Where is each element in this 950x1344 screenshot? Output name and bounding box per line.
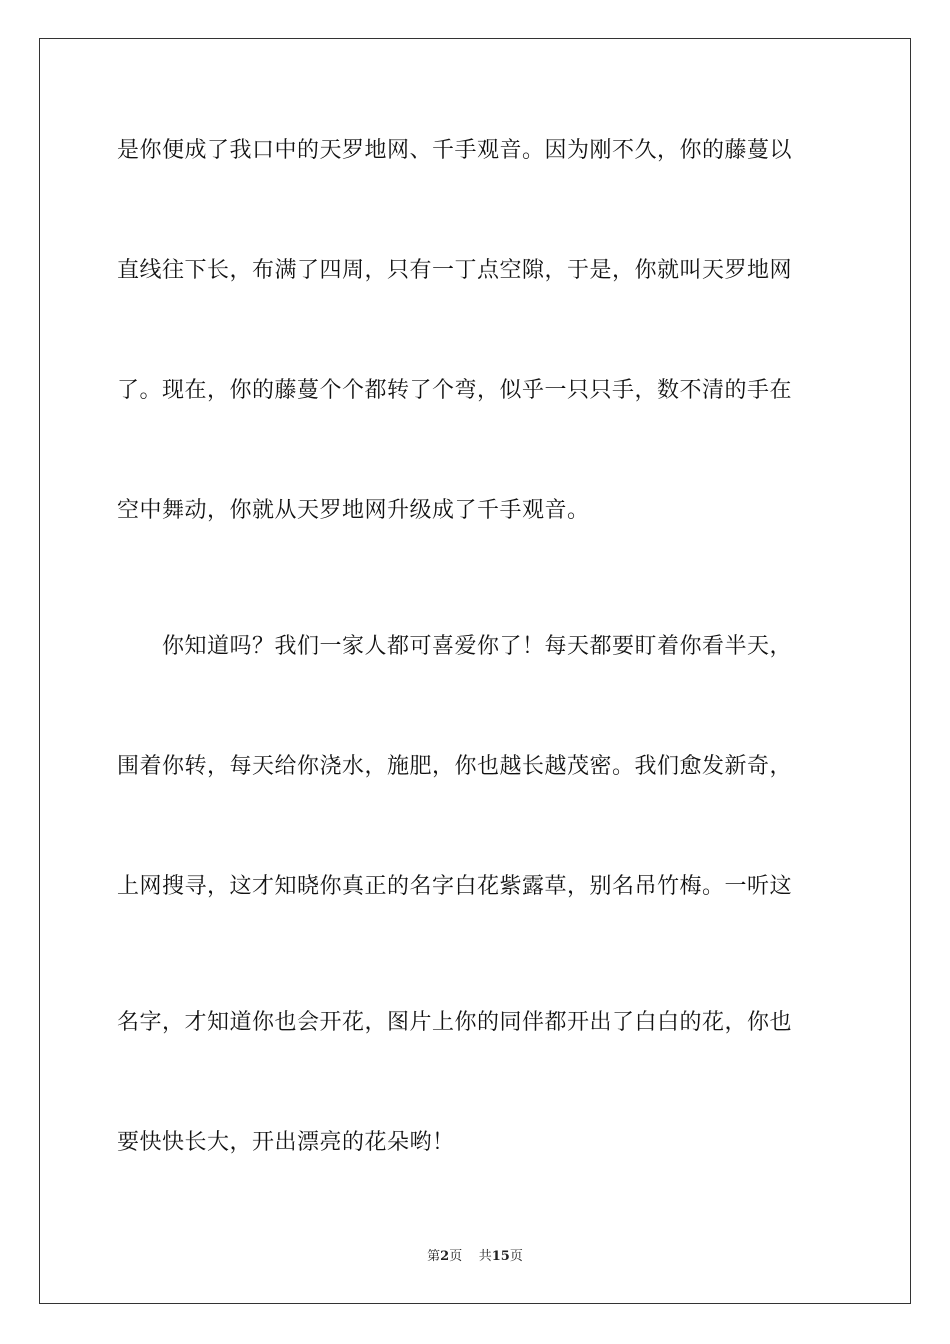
page-number: 2 (440, 1249, 450, 1264)
text-line-8: 名字，才知道你也会开花，图片上你的同伴都开出了白白的花，你也 (117, 1010, 793, 1035)
page-prefix: 第 (427, 1249, 441, 1264)
text-line-3: 了。现在，你的藤蔓个个都转了个弯，似乎一只只手，数不清的手在 (117, 378, 793, 403)
page-footer (0, 1248, 950, 1266)
total-prefix: 共 (478, 1249, 492, 1264)
text-line-1: 是你便成了我口中的天罗地网、千手观音。因为刚不久，你的藤蔓以 (117, 138, 793, 163)
page-suffix: 页 (449, 1249, 463, 1264)
text-line-7: 上网搜寻，这才知晓你真正的名字白花紫露草，别名吊竹梅。一听这 (117, 874, 793, 899)
text-line-9: 要快快长大，开出漂亮的花朵哟！ (117, 1130, 455, 1155)
text-line-6: 围着你转，每天给你浇水，施肥，你也越长越茂密。我们愈发新奇， (117, 754, 793, 779)
text-line-5: 你知道吗？我们一家人都可喜爱你了！每天都要盯着你看半天， (117, 634, 793, 659)
text-line-2: 直线往下长，布满了四周，只有一丁点空隙，于是，你就叫天罗地网 (117, 258, 793, 283)
page-border (39, 38, 911, 1304)
total-suffix: 页 (509, 1249, 523, 1264)
text-line-4: 空中舞动，你就从天罗地网升级成了千手观音。 (117, 498, 590, 523)
total-pages: 15 (491, 1249, 510, 1264)
